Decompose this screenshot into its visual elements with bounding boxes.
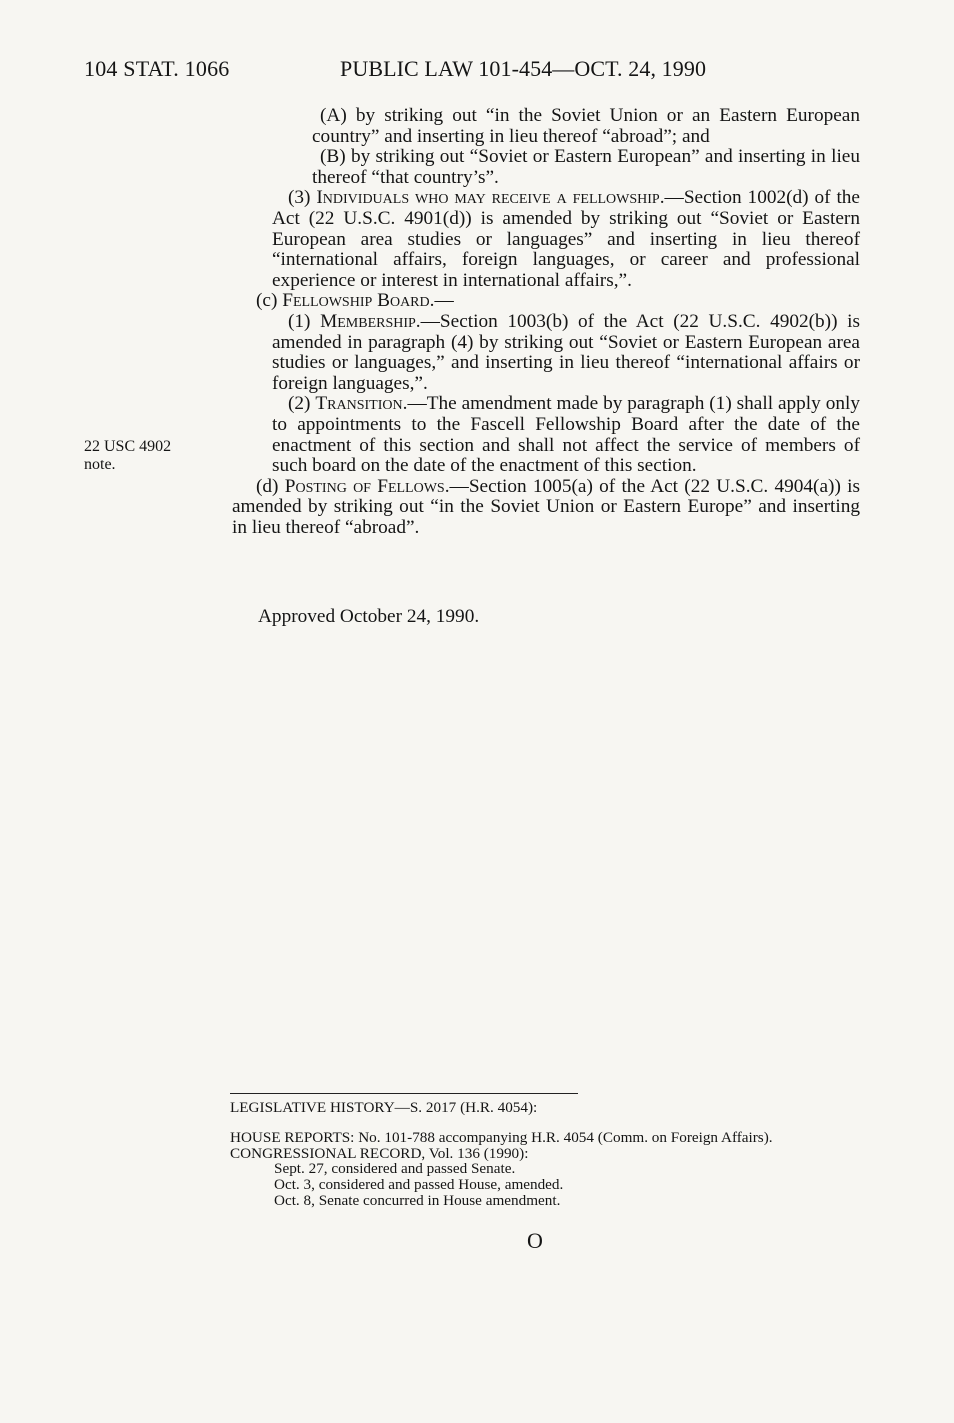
margin-note	[84, 438, 171, 474]
statute-page-number: 104 STAT. 1066	[84, 56, 230, 81]
subsection-d	[232, 477, 860, 539]
history-entry: Oct. 8, Senate concurred in House amendment.	[274, 1191, 561, 1209]
document-body	[232, 106, 860, 538]
paragraph-c1-heading: Membership.	[320, 310, 421, 332]
paragraph-c2	[232, 394, 860, 476]
paragraph-c2-text: —The amendment made by paragraph (1) shall apply only to appointments to the Fascell Fellowship Board after the date of the enactment of this section and shall not affect the service of members of such board on the date of the enactment of this section.	[272, 393, 860, 477]
footnote-rule	[230, 1093, 578, 1094]
paragraph-b: (B) by striking out “Soviet or Eastern European” and inserting in lieu thereof “that country’s”.	[312, 146, 860, 188]
margin-note-suffix: note.	[84, 456, 116, 473]
paragraph-3-number: (3)	[288, 187, 317, 209]
paragraph-c2-number: (2)	[288, 393, 316, 415]
subsection-c	[232, 291, 860, 312]
history-entry: Oct. 3, considered and passed House, amended.	[274, 1176, 564, 1194]
subsection-c-number: (c)	[256, 290, 283, 312]
paragraph-c2-heading: Transition.	[315, 393, 408, 415]
paragraph-3	[232, 188, 860, 291]
approval-date: Approved October 24, 1990.	[258, 606, 480, 627]
public-law-title: PUBLIC LAW 101-454—OCT. 24, 1990	[340, 56, 707, 81]
history-spacer	[230, 1116, 890, 1130]
paragraph-a: (A) by striking out “in the Soviet Union or an Eastern European country” and inserting in lieu thereof “abroad”; and	[312, 105, 860, 147]
paragraph-3-heading: Individuals who may receive a fellowship.	[316, 187, 665, 209]
paragraph-3-text: —Section 1002(d) of the Act (22 U.S.C. 4901(d)) is amended by striking out “Soviet or Eastern European area studies or languages” and inserting in lieu thereof “international affairs, foreign languages, or career and professional experience or interest in international affairs,”.	[272, 187, 860, 291]
house-reports: HOUSE REPORTS: No. 101-788 accompanying H.R. 4054 (Comm. on Foreign Affairs).	[230, 1128, 773, 1146]
paragraph-c1-number: (1)	[288, 310, 321, 332]
legislative-history	[230, 1100, 890, 1209]
end-mark: O	[527, 1228, 543, 1253]
subsection-d-number: (d)	[256, 475, 285, 497]
subsection-c-heading: Fellowship Board.	[282, 290, 435, 312]
subsection-c-dash: —	[434, 290, 454, 312]
history-title: LEGISLATIVE HISTORY—S. 2017 (H.R. 4054):	[230, 1099, 538, 1116]
history-entry: Sept. 27, considered and passed Senate.	[274, 1160, 516, 1178]
subsection-d-heading: Posting of Fellows.	[284, 475, 450, 497]
margin-note-citation: 22 USC 4902	[84, 438, 172, 455]
subsection-d-text: —Section 1005(a) of the Act (22 U.S.C. 4904(a)) is amended by striking out “in the Soviet Union or Eastern Europe” and inserting in lieu thereof “abroad”.	[232, 475, 860, 538]
paragraph-c1-text: —Section 1003(b) of the Act (22 U.S.C. 4902(b)) is amended in paragraph (4) by striking out “Soviet or Eastern European area studies or languages,” and inserting in lieu thereof “international affairs or foreign languages,”.	[272, 310, 860, 394]
paragraph-c1	[232, 312, 860, 394]
congressional-record: CONGRESSIONAL RECORD, Vol. 136 (1990):	[230, 1144, 529, 1162]
